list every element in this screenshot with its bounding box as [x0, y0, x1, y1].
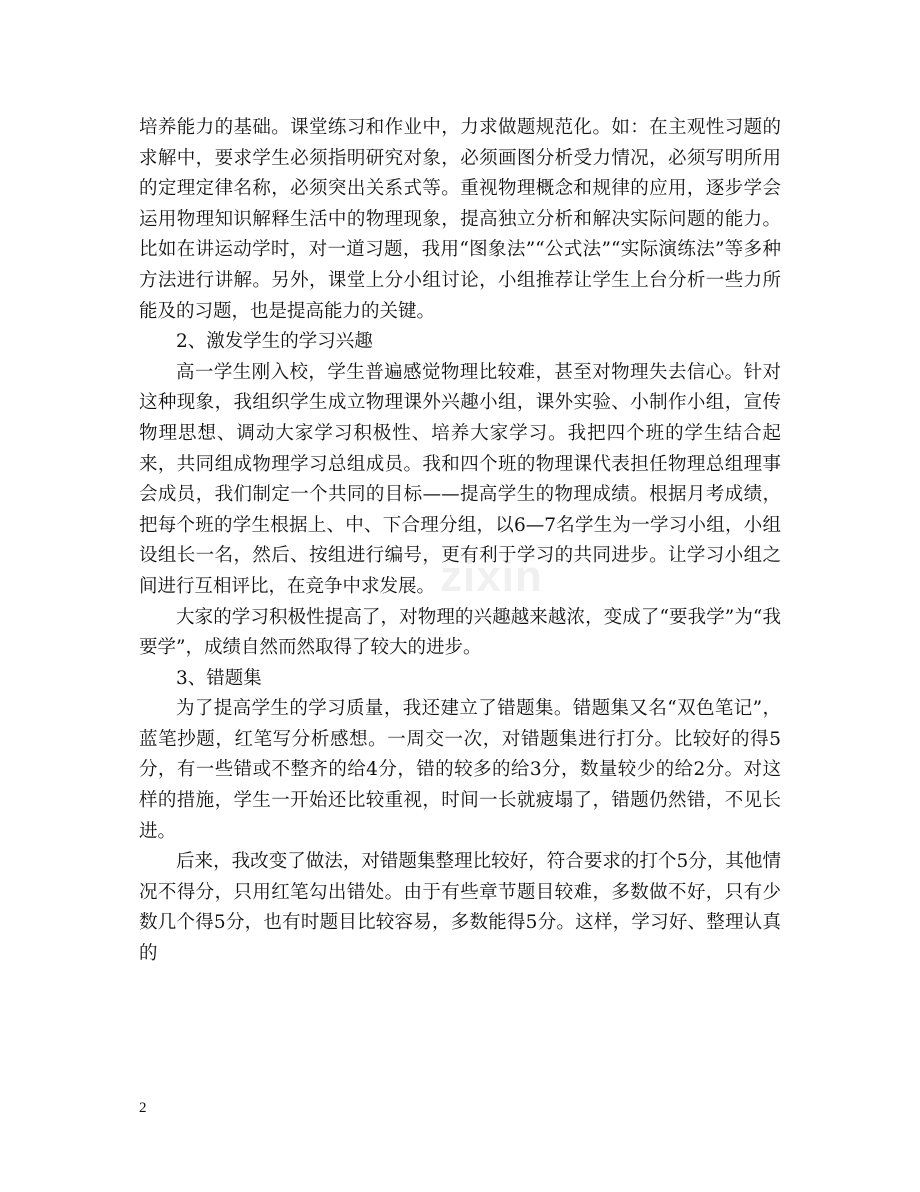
- paragraph: 后来，我改变了做法，对错题集整理比较好，符合要求的打个5分，其他情况不得分，只用红笔勾出错处。由于有些章节题目较难，多数做不好，只有少数几个得5分，也有时题目比较容易，多数能得5分。这样，学习好、整理认真的: [139, 851, 781, 965]
- page-number: 2: [139, 1100, 147, 1116]
- paragraph: 为了提高学生的学习质量，我还建立了错题集。错题集又名“双色笔记”，蓝笔抄题，红笔写分析感想。一周交一次，对错题集进行打分。比较好的得5分，有一些错或不整齐的给4分，错的较多的给3分，数量较少的给2分。对这样的措施，学生一开始还比较重视，时间一长就疲塌了，错题仍然错，不见长进。: [139, 698, 781, 842]
- paragraph: 大家的学习积极性提高了，对物理的兴趣越来越浓，变成了“要我学”为“我要学”，成绩自然而然取得了较大的进步。: [139, 606, 781, 659]
- watermark: zixin: [440, 552, 543, 601]
- paragraph: 高一学生刚入校，学生普遍感觉物理比较难，甚至对物理失去信心。针对这种现象，我组织学生成立物理课外兴趣小组，课外实验、小制作小组，宣传物理思想、调动大家学习积极性、培养大家学习。我把四个班的学生结合起来，共同组成物理学习总组成员。我和四个班的物理课代表担任物理总组理事会成员，我们制定一个共同的目标——提高学生的物理成绩。根据月考成绩，把每个班的学生根据上、中、下合理分组，以6—7名学生为一学习小组，小组设组长一名，然后、按组进行编号，更有利于学习的共同进步。让学习小组之间进行互相评比，在竞争中求发展。: [139, 361, 781, 597]
- section-heading: 2、激发学生的学习兴趣: [176, 331, 373, 353]
- paragraph: 培养能力的基础。课堂练习和作业中，力求做题规范化。如：在主观性习题的求解中，要求学生必须指明研究对象，必须画图分析受力情况，必须写明所用的定理定律名称，必须突出关系式等。重视物理概念和规律的应用，逐步学会运用物理知识解释生活中的物理现象，提高独立分析和解决实际问题的能力。比如在讲运动学时，对一道习题，我用“图象法”“公式法”“实际演练法”等多种方法进行讲解。另外，课堂上分小组讨论，小组推荐让学生上台分析一些力所能及的习题，也是提高能力的关键。: [139, 117, 781, 322]
- document-body: [139, 113, 781, 970]
- section-heading: 3、错题集: [176, 667, 262, 689]
